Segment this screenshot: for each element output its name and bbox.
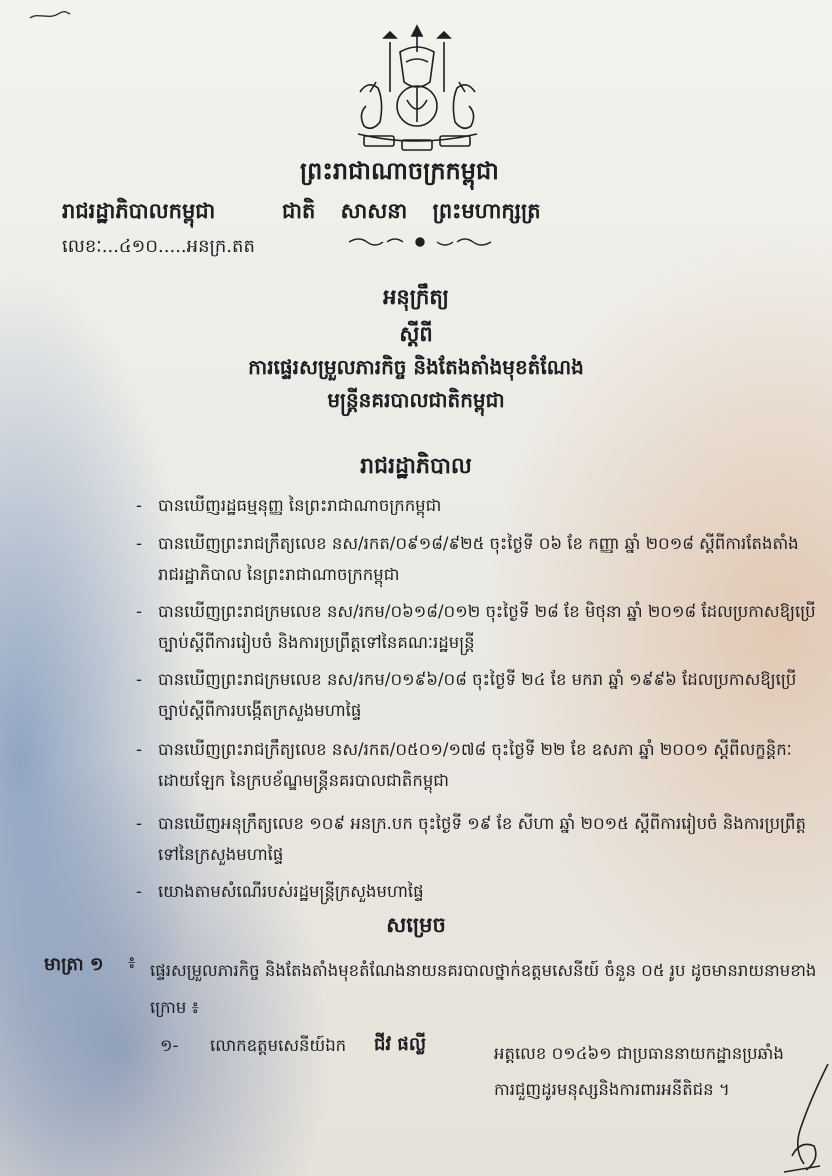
person-detail: អត្តលេខ ០១៤៦១ ជាប្រធាននាយកដ្ឋានប្រឆាំងការជួញដូរមនុស្សនិងការពារអនីតិជន ។: [494, 1044, 784, 1099]
subject-line-2: មន្ត្រីនគរបាលជាតិកម្ពុជា: [327, 388, 505, 412]
preamble-item: - យោងតាមសំណើរបស់រដ្ឋមន្ត្រីក្រសួងមហាផ្ទៃ: [136, 882, 424, 901]
royal-coat-of-arms-icon: [350, 22, 485, 157]
decision-heading: សម្រេច: [386, 912, 446, 937]
subject-line-1: ការផ្ទេរសម្រួលភារកិច្ច និងតែងតាំងមុខតំណែង: [248, 355, 584, 379]
national-motto: ជាតិ សាសនា ព្រះមហាក្សត្រ: [282, 198, 541, 223]
preamble-item: - បានឃើញព្រះរាជក្រឹត្យលេខ នស/រកត/០៩១៨/៩២៥ ចុះថ្ងៃទី ០៦ ខែ កញ្ញា ឆ្នាំ ២០១៨ ស្ដីពីការតែងតាំងរាជរដ្ឋាភិបាល នៃព្រះរាជាណាចក្រកម្ពុជា: [136, 534, 799, 584]
about-label: ស្ដីពី: [399, 321, 433, 346]
reference-number: លេខៈ...៤១០.....អនក្រ.តត: [62, 236, 255, 257]
signature-mark-icon: [770, 1060, 832, 1176]
preamble-item: - បានឃើញរដ្ឋធម្មនុញ្ញ នៃព្រះរាជាណាចក្រកម្ពុជា: [136, 496, 442, 515]
document-type: អនុក្រឹត្យ: [383, 284, 449, 309]
decorative-ornament-icon: [345, 234, 495, 250]
person-rank: លោកឧត្ដមសេនីយ៍ឯក: [210, 1036, 347, 1055]
person-number: ១-: [160, 1036, 179, 1055]
kingdom-heading: ព្រះរាជាណាចក្រកម្ពុជា: [300, 156, 499, 185]
issuer-heading: រាជរដ្ឋាភិបាល: [360, 453, 472, 479]
article-text: ផ្ទេរសម្រួលភារកិច្ច និងតែងតាំងមុខតំណែងនាយនគរបាលថ្នាក់ឧត្ដមសេនីយ៍ ចំនួន ០៥ រូប ដូចមានរាយនាមខាងក្រោម ៖: [150, 961, 817, 1017]
article-colon: ៖: [128, 953, 136, 973]
preamble-item: - បានឃើញព្រះរាជក្រមលេខ នស/រកម/០១៩៦/០៨ ចុះថ្ងៃទី ២៤ ខែ មករា ឆ្នាំ ១៩៩៦ ដែលប្រកាសឱ្យប្រើច្បាប់ស្ដីពីការបង្កើតក្រសួងមហាផ្ទៃ: [136, 670, 797, 720]
pen-mark-icon: [28, 8, 72, 22]
preamble-item: - បានឃើញព្រះរាជក្រមលេខ នស/រកម/០៦១៨/០១២ ចុះថ្ងៃទី ២៨ ខែ មិថុនា ឆ្នាំ ២០១៨ ដែលប្រកាសឱ្យប្រើច្បាប់ស្ដីពីការរៀបចំ និងការប្រព្រឹត្តទៅនៃគណៈរដ្ឋមន្ត្រី: [136, 602, 816, 652]
preamble-item: - បានឃើញព្រះរាជក្រឹត្យលេខ នស/រកត/០៥០១/១៧៨ ចុះថ្ងៃទី ២២ ខែ ឧសភា ឆ្នាំ ២០០១ ស្ដីពីលក្ខន្តិកៈដោយឡែក នៃក្របខ័ណ្ឌមន្ត្រីនគរបាលជាតិកម្ពុជា: [136, 740, 792, 790]
preamble-item: - បានឃើញអនុក្រឹត្យលេខ ១០៩ អនក្រ.បក ចុះថ្ងៃទី ១៩ ខែ សីហា ឆ្នាំ ២០១៥ ស្ដីពីការរៀបចំ និងការប្រព្រឹត្តទៅនៃក្រសួងមហាផ្ទៃ: [136, 814, 806, 864]
article-label: មាត្រា ១: [44, 954, 104, 975]
government-name: រាជរដ្ឋាភិបាលកម្ពុជា: [62, 198, 216, 223]
person-name: ជីវ ផល្លី: [374, 1034, 426, 1055]
